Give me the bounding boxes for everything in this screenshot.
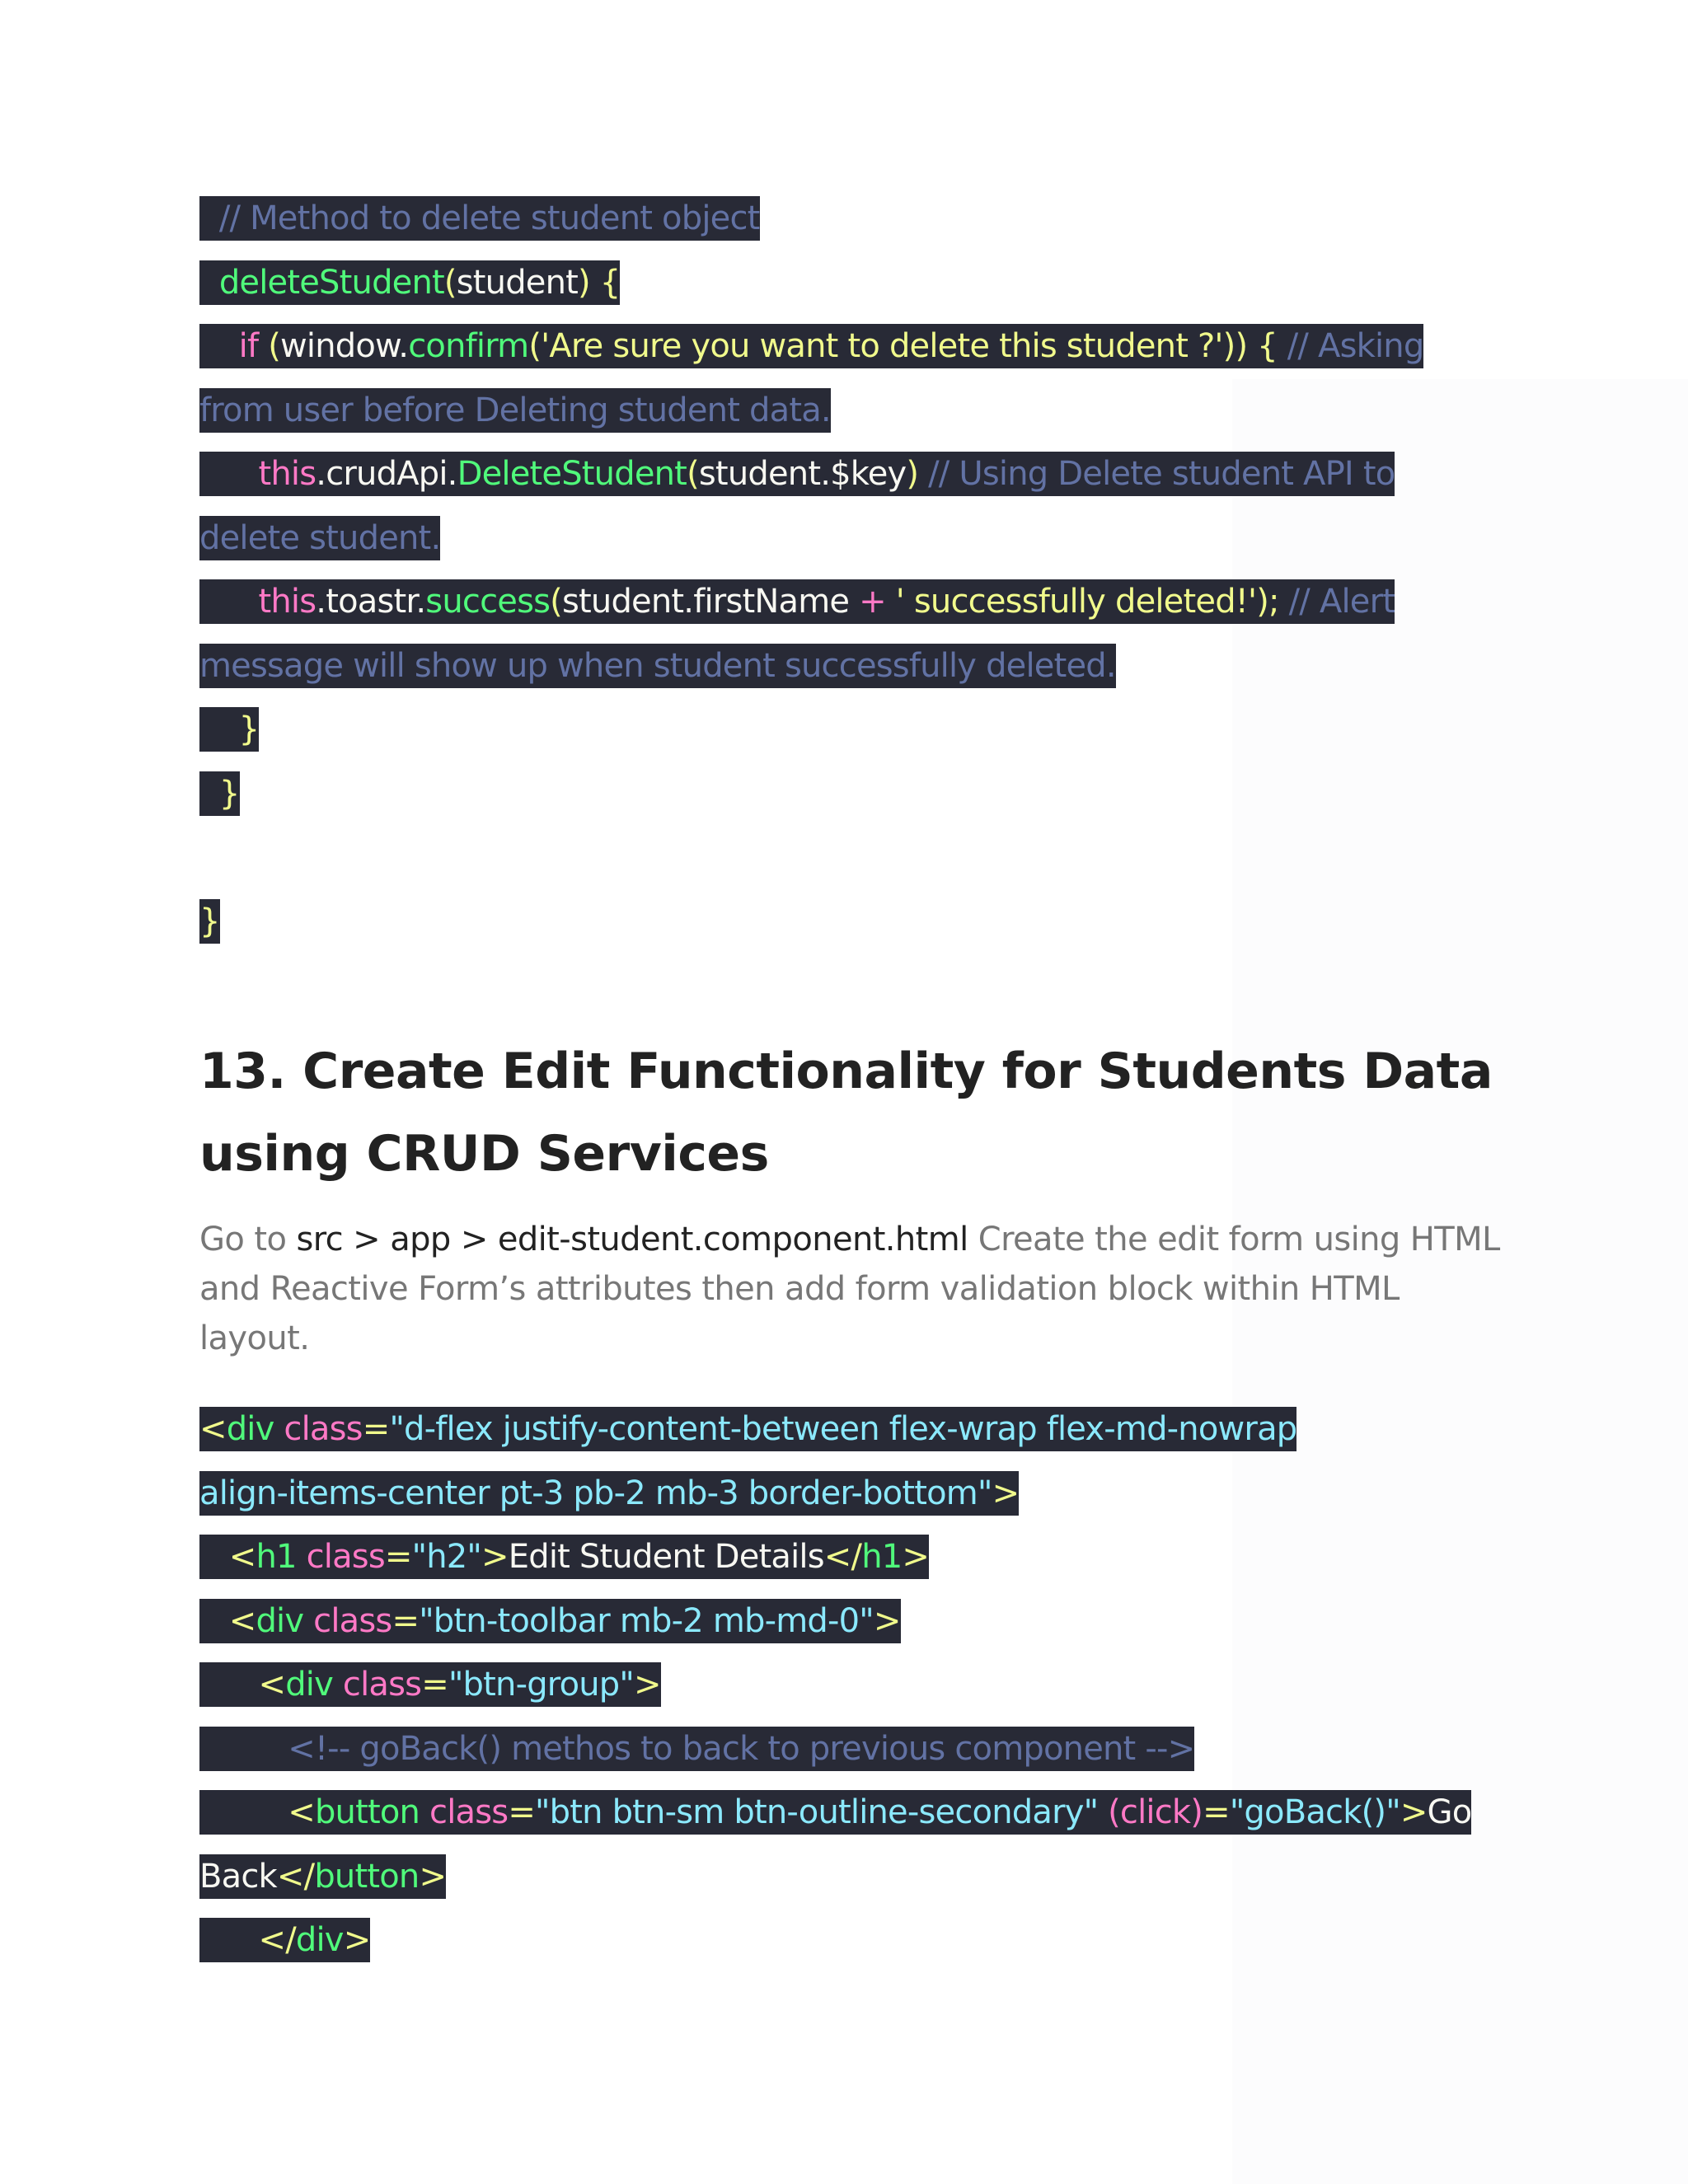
code-token: = bbox=[384, 1538, 412, 1576]
code-line bbox=[199, 516, 440, 560]
code-token bbox=[297, 1538, 307, 1576]
code-token: ) { bbox=[578, 264, 621, 302]
code-token: > bbox=[419, 1858, 447, 1896]
code-token: ( bbox=[443, 264, 457, 302]
code-line bbox=[199, 1790, 1471, 1835]
code-token bbox=[199, 1730, 288, 1768]
code-token: } bbox=[199, 902, 220, 940]
code-line bbox=[199, 1599, 901, 1643]
code-token: message will show up when student successfully deleted. bbox=[199, 647, 1116, 685]
code-line bbox=[199, 260, 620, 305]
code-line-highlight bbox=[199, 1599, 901, 1643]
code-token: = bbox=[362, 1410, 390, 1448]
code-token: student.$key bbox=[698, 455, 907, 493]
code-token bbox=[303, 1602, 313, 1640]
code-token: Go bbox=[1427, 1793, 1472, 1831]
code-token bbox=[199, 1921, 259, 1959]
code-token bbox=[886, 583, 896, 621]
paragraph-text-prefix: Go to bbox=[199, 1221, 297, 1258]
code-token bbox=[199, 583, 259, 621]
code-line-highlight bbox=[199, 196, 760, 241]
code-token: button bbox=[314, 1793, 420, 1831]
code-line-highlight bbox=[199, 452, 1395, 496]
code-token: // Using Delete student API to bbox=[928, 455, 1395, 493]
code-token: </ bbox=[823, 1538, 862, 1576]
code-token: 'Are sure you want to delete this student ?' bbox=[541, 327, 1223, 365]
code-line bbox=[199, 388, 831, 433]
code-token bbox=[199, 1793, 288, 1831]
code-token: ( bbox=[268, 327, 281, 365]
code-token: h1 bbox=[861, 1538, 903, 1576]
code-token: </ bbox=[258, 1921, 296, 1959]
code-token bbox=[199, 710, 239, 748]
code-token: "btn-group" bbox=[448, 1666, 634, 1704]
code-token: h1 bbox=[256, 1538, 297, 1576]
code-token: "btn-toolbar mb-2 mb-md-0" bbox=[419, 1602, 874, 1640]
code-line bbox=[199, 1407, 1296, 1451]
code-line-highlight bbox=[199, 1727, 1194, 1771]
code-token bbox=[199, 775, 219, 813]
code-token: <!-- goBack() methos to back to previous component --> bbox=[288, 1730, 1195, 1768]
section-heading: 13. Create Edit Functionality for Students Data using CRUD Services bbox=[199, 1043, 1493, 1183]
code-line bbox=[199, 1662, 661, 1707]
code-token: .toastr. bbox=[316, 583, 426, 621]
code-line-highlight bbox=[199, 1407, 1296, 1451]
code-token: Back bbox=[199, 1858, 277, 1896]
code-token: < bbox=[258, 1666, 286, 1704]
code-token: "goBack()" bbox=[1229, 1793, 1400, 1831]
file-path: src > app > edit-student.component.html bbox=[296, 1221, 968, 1258]
code-token: window. bbox=[280, 327, 409, 365]
code-token: > bbox=[902, 1538, 930, 1576]
code-line bbox=[199, 771, 240, 816]
code-token: div bbox=[285, 1666, 333, 1704]
code-token: delete student. bbox=[199, 519, 441, 557]
code-token: deleteStudent bbox=[199, 264, 444, 302]
code-token: > bbox=[873, 1602, 901, 1640]
code-token: DeleteStudent bbox=[457, 455, 687, 493]
code-token: .crudApi. bbox=[316, 455, 457, 493]
code-line bbox=[199, 324, 1423, 368]
code-token: ' successfully deleted!' bbox=[895, 583, 1257, 621]
code-line-highlight bbox=[199, 324, 1423, 368]
code-token: "h2" bbox=[411, 1538, 482, 1576]
code-line bbox=[199, 452, 1395, 496]
code-token: button bbox=[314, 1858, 420, 1896]
code-token: } bbox=[218, 775, 240, 813]
code-line-highlight bbox=[199, 1662, 661, 1707]
code-token: ); bbox=[1256, 583, 1289, 621]
code-token bbox=[199, 1666, 259, 1704]
code-token: class bbox=[342, 1666, 422, 1704]
code-line-highlight bbox=[199, 707, 259, 752]
code-token: class bbox=[284, 1410, 363, 1448]
code-token: if bbox=[238, 327, 259, 365]
code-token bbox=[199, 455, 259, 493]
code-token: confirm bbox=[408, 327, 529, 365]
code-line bbox=[199, 579, 1395, 624]
code-token bbox=[274, 1410, 284, 1448]
code-line-highlight bbox=[199, 516, 440, 560]
code-line bbox=[199, 1471, 1019, 1516]
code-token: = bbox=[508, 1793, 536, 1831]
code-token: = bbox=[421, 1666, 448, 1704]
code-token: this bbox=[258, 583, 316, 621]
code-token bbox=[420, 1793, 429, 1831]
code-line bbox=[199, 1727, 1194, 1771]
code-token: ) bbox=[906, 455, 919, 493]
code-line-highlight bbox=[199, 771, 240, 816]
code-token: } bbox=[238, 710, 260, 748]
code-line-highlight bbox=[199, 388, 831, 433]
code-token: Edit Student Details bbox=[508, 1538, 824, 1576]
code-line bbox=[199, 1854, 446, 1899]
code-line-highlight bbox=[199, 260, 620, 305]
code-token: > bbox=[481, 1538, 509, 1576]
code-token: this bbox=[258, 455, 316, 493]
code-token: )) { bbox=[1222, 327, 1287, 365]
code-token: class bbox=[429, 1793, 509, 1831]
code-token bbox=[333, 1666, 343, 1704]
code-token: < bbox=[288, 1793, 315, 1831]
code-line-highlight bbox=[199, 1918, 370, 1962]
code-token: + bbox=[859, 583, 886, 621]
code-token: from user before Deleting student data. bbox=[199, 391, 831, 429]
code-line-highlight bbox=[199, 644, 1116, 688]
code-line-highlight bbox=[199, 1790, 1471, 1835]
code-token: // Asking bbox=[1287, 327, 1424, 365]
code-token: ( bbox=[687, 455, 699, 493]
code-token: class bbox=[313, 1602, 392, 1640]
code-token: div bbox=[256, 1602, 304, 1640]
code-token: // Method to delete student object bbox=[199, 199, 760, 237]
code-token: student bbox=[456, 264, 579, 302]
code-token: "d-flex justify-content-between flex-wrap flex-md-nowrap bbox=[389, 1410, 1297, 1448]
code-token: = bbox=[1203, 1793, 1230, 1831]
code-token bbox=[918, 455, 928, 493]
code-token: </ bbox=[276, 1858, 315, 1896]
code-token: student.firstName bbox=[561, 583, 860, 621]
code-line-highlight bbox=[199, 1854, 446, 1899]
code-token bbox=[258, 327, 268, 365]
code-line-highlight bbox=[199, 899, 220, 944]
code-token: > bbox=[633, 1666, 661, 1704]
paragraph-text-suffix: Create the edit form using HTML and Reactive Form’s attributes then add form validation block within HTML layout. bbox=[199, 1221, 1500, 1357]
code-token: ( bbox=[550, 583, 562, 621]
code-line bbox=[199, 1918, 370, 1962]
code-token: (click) bbox=[1108, 1793, 1203, 1831]
section-paragraph bbox=[199, 1215, 1518, 1363]
code-line bbox=[199, 196, 760, 241]
code-token: > bbox=[343, 1921, 371, 1959]
code-line bbox=[199, 1535, 929, 1579]
code-token: align-items-center pt-3 pb-2 mb-3 border-bottom" bbox=[199, 1474, 992, 1512]
code-line bbox=[199, 644, 1116, 688]
code-token: < bbox=[228, 1538, 256, 1576]
code-token: ( bbox=[528, 327, 542, 365]
code-token: < bbox=[228, 1602, 256, 1640]
code-line-highlight bbox=[199, 579, 1395, 624]
code-token bbox=[199, 1602, 229, 1640]
code-token: > bbox=[1400, 1793, 1428, 1831]
code-token: < bbox=[199, 1410, 227, 1448]
code-token bbox=[1098, 1793, 1108, 1831]
code-token bbox=[199, 1538, 229, 1576]
code-token: > bbox=[992, 1474, 1020, 1512]
code-token: div bbox=[226, 1410, 274, 1448]
code-token: // Alert bbox=[1288, 583, 1395, 621]
code-token: div bbox=[295, 1921, 344, 1959]
code-token: success bbox=[425, 583, 551, 621]
code-token: class bbox=[306, 1538, 385, 1576]
code-line bbox=[199, 899, 220, 944]
code-line-highlight bbox=[199, 1535, 929, 1579]
code-token: "btn btn-sm btn-outline-secondary" bbox=[535, 1793, 1099, 1831]
code-line-highlight bbox=[199, 1471, 1019, 1516]
code-line bbox=[199, 707, 259, 752]
code-token bbox=[199, 327, 239, 365]
code-token: = bbox=[392, 1602, 420, 1640]
